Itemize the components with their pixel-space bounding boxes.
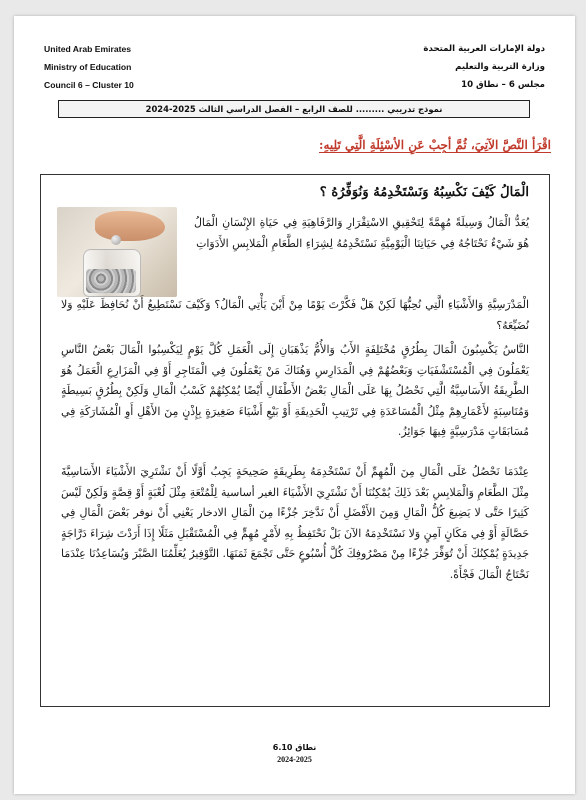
page-footer: [14, 742, 575, 766]
coins-in-jar: [86, 269, 136, 293]
coin-jar-photo: [57, 207, 177, 297]
falling-coin: [111, 235, 121, 245]
council-ar: مجلس 6 – نطاق 10: [461, 80, 545, 90]
ministry-ar: وزارة التربية والتعليم: [455, 62, 545, 72]
worksheet-page: [14, 16, 575, 794]
header-english: [44, 40, 134, 94]
ministry-en: Ministry of Education: [44, 62, 132, 72]
paragraph-3: عِنْدَمَا نَحْصُلُ عَلَى الْمَالِ مِنَ الْمُهِمِّ أَنْ نَسْتَخْدِمَهُ بِطَرِيقَةٍ صَحِيحَةٍ يَجِبُ أَوَّلًا أَنْ نَشْتَرِيَ الأَشْيَاءَ الأَسَاسِيَّةَ مِثْلَ الطَّعَامِ وَالْمَلابِسِ بَعْدَ ذَلِكَ يُمْكِنُنَا أَنْ نَشْتَرِيَ الأَشْيَاءَ الغير أساسية لِلْمُتْعَةِ مِثْلَ لُعْبَةٍ أَوْ قِصَّةٍ وَلَكِنْ لَيْسَ كَثِيرًا حَتَّى لا يَضِيعَ كُلُّ الْمَالِ وَمِنَ الأَفْضَلِ أَنْ نَدَّخِرَ جُزْءًا مِنَ الْمَالِ الادخار يَعْنِي أَنْ نوفر بَعْضَ الْمَالِ فِي حَصَّالَةٍ أَوْ فِي مَكَانٍ آمِنٍ وَلا نَسْتَخْدِمَهُ الآنَ بَلْ نَحْتَفِظُ بِهِ لأَمْرٍ مُهِمٍّ فِي الْمُسْتَقْبَلِ مَثَلًا إِذَا أَرَدْتَ شِرَاءَ دَرَّاجَةٍ جَدِيدَةٍ يُمْكِنُكَ أَنْ تُوَفِّرَ جُزْءًا مِنْ مَصْرُوفِكَ كُلَّ أُسْبُوعٍ حَتَّى تَجْمَعَ ثَمَنَهَا. التَّوْفِيرُ يُعَلِّمُنَا الصَّبْرَ وَيُسَاعِدُنَا عِنْدَمَا نَحْتَاجُ الْمَالَ فَجْأَةً.: [61, 465, 529, 581]
paragraph-1-top: يُعَدُّ الْمَالُ وَسِيلَةً مُهِمَّةً لِتَحْقِيقِ الاسْتِقْرَارِ وَالرَّفَاهِيَةِ فِي حَيَاةِ الإِنْسَانِ الْمَالُ هُوَ شَيْءٌ نَحْتَاجُهُ فِي حَيَاتِنَا الْيَوْمِيَّةِ نَسْتَخْدِمُهُ لِشِرَاءِ الطَّعَامِ الْمَلابِسِ الأَدَوَاتِ: [194, 216, 529, 250]
country-en: United Arab Emirates: [44, 44, 132, 54]
passage-box: [40, 174, 550, 707]
footer-year: 2024-2025: [277, 755, 312, 764]
council-en: Council 6 – Cluster 10: [44, 80, 134, 90]
country-ar: دولة الإمارات العربية المتحدة: [423, 44, 545, 54]
paragraph-2: النَّاسُ يَكْسِبُونَ الْمَالَ بِطُرُقٍ مُخْتَلِفَةٍ الأَبُ وَالأُمُّ يَذْهَبَانِ إِلَى الْعَمَلِ كُلَّ يَوْمٍ لِيَكْسِبُوا الْمَالَ بَعْضُ النَّاسِ يَعْمَلُونَ فِي الْمُسْتَشْفَيَاتِ وَبَعْضُهُمْ فِي الْمَدَارِسِ وَهُنَاكَ مَنْ يَعْمَلُونَ فِي الْمَتَاجِرِ أَوْ فِي الْمَزَارِعِ الْعَمَلُ هُوَ الطَّرِيقَةُ الأَسَاسِيَّةُ الَّتِي نَحْصُلُ بِهَا عَلَى الْمَالِ بَعْضُ الأَطْفَالِ أَيْضًا يُمْكِنُهُمْ كَسْبُ الْمَالِ وَلَكِنْ بِطُرُقٍ بَسِيطَةٍ وَمُنَاسِبَةٍ لأَعْمَارِهِمْ مِثْلُ الْمُسَاعَدَةِ فِي تَرْتِيبِ الْحَدِيقَةِ أَوْ بَيْعِ أَشْيَاءَ صَغِيرَةٍ بِإِذْنٍ مِنَ الأَهْلِ أَوِ الْمُشَارَكَةِ فِي مُسَابَقَاتٍ مَدْرَسِيَّةٍ فِيهَا جَوَائِزُ.: [61, 343, 529, 438]
paragraph-1-rest: الْمَدْرَسِيَّةِ وَالأَشْيَاءِ الَّتِي نُحِبُّهَا لَكِنْ هَلْ فَكَّرْتَ يَوْمًا مِنْ أَيْنَ يَأْتِي الْمَالُ؟ وَكَيْفَ نَسْتَطِيعُ أَنْ نُحَافِظَ عَلَيْهِ وَلا نُضَيِّعَهُ؟: [61, 298, 529, 332]
passage-title: الْمَالُ كَيْفَ نَكْسِبُهُ وَنَسْتَخْدِمُهُ وَنُوَفِّرُهُ ؟: [319, 185, 529, 200]
exam-title-bar: نموذج تدريبي ......... للصف الرابع – الفصل الدراسي الثالث 2025-2024: [58, 100, 530, 118]
reading-instruction: اقْرَأ النَّصَّ الآتِيَ، ثُمَّ أجِبْ عَنِ الأسْئِلَةِ الَّتِي تَلِيهِ:: [319, 138, 551, 152]
hand-shape: [95, 211, 165, 241]
footer-cluster: نطاق 6.10: [272, 743, 317, 752]
header-arabic: [423, 40, 545, 94]
